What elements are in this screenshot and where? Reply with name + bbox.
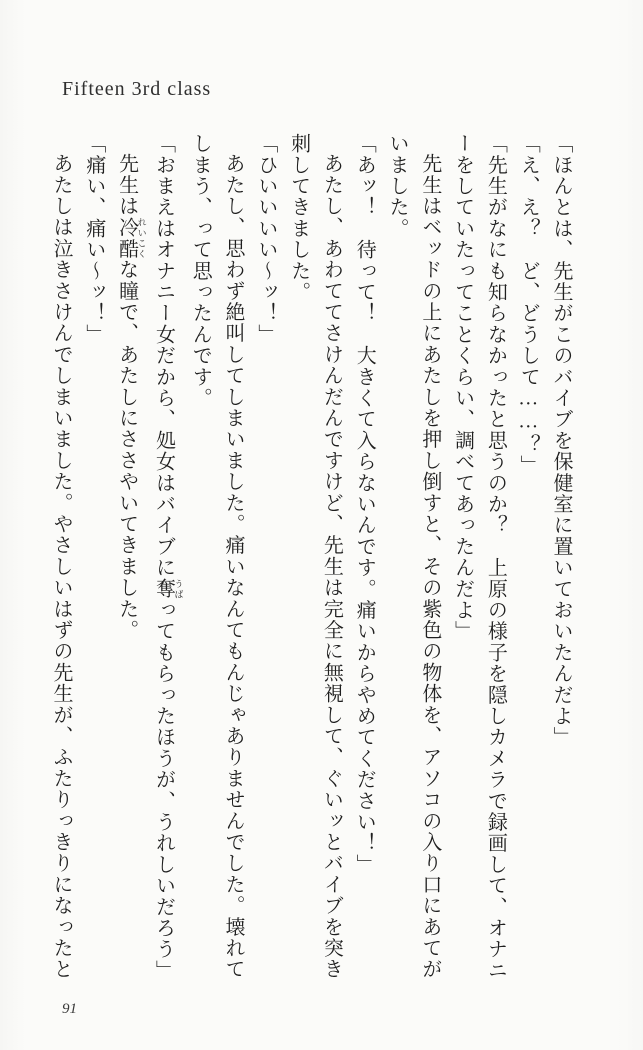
text-line: 先生はベッドの上にあたしを押し倒すと、その紫色の物体を、アソコの入り口にあてが xyxy=(418,153,441,980)
text-line: あたしは泣きさけんでしまいました。やさしいはずの先生が、ふたりっきりになったと xyxy=(50,153,73,980)
text-line: 刺してきました。 xyxy=(287,133,310,303)
text-line: 「ほんとは、先生がこのバイブを保健室に置いておいたんだよ」 xyxy=(550,133,572,748)
text-line: いました。 xyxy=(386,133,409,239)
ruby-annotated-word: 冷酷 れいこく xyxy=(115,216,147,260)
text-line: 「え、え？ ど、どうして……？」 xyxy=(517,133,540,477)
text-line: 「ひいいいい〜ッ！」 xyxy=(254,133,277,345)
text-line: 「痛い、痛い〜ッ！」 xyxy=(82,133,105,345)
text-line: しまう、って思ったんです。 xyxy=(189,133,212,409)
ruby-annotated-word: 奪 うば xyxy=(152,578,184,600)
text-line: 「あッ！ 待って！ 大きくて入らないんです。痛いからやめてください！」 xyxy=(353,133,376,875)
text-line: 先生は冷酷 れいこくな瞳で、あたしにささやいてきました。 xyxy=(115,153,147,641)
text-line: あたし、あわててさけんだんですけど、先生は完全に無視して、ぐいッとバイブを突き xyxy=(320,153,343,980)
text-line: 「先生がなにも知らなかったと思うのか？ 上原の様子を隠しカメラで録画して、オナニ xyxy=(484,133,507,981)
page-number: 91 xyxy=(62,1001,77,1017)
running-head: Fifteen 3rd class xyxy=(62,78,212,100)
text-line: 「おまえはオナニー女だから、処女はバイブに奪 うばってもらったほうが、うれしいだろう」 xyxy=(152,133,184,982)
text-line: あたし、思わず絶叫してしまいました。痛いなんてもんじゃありませんでした。壊れて xyxy=(222,153,245,980)
text-line: ーをしていたってことくらい、調べてあったんだよ」 xyxy=(451,133,474,642)
text-columns xyxy=(44,133,577,991)
